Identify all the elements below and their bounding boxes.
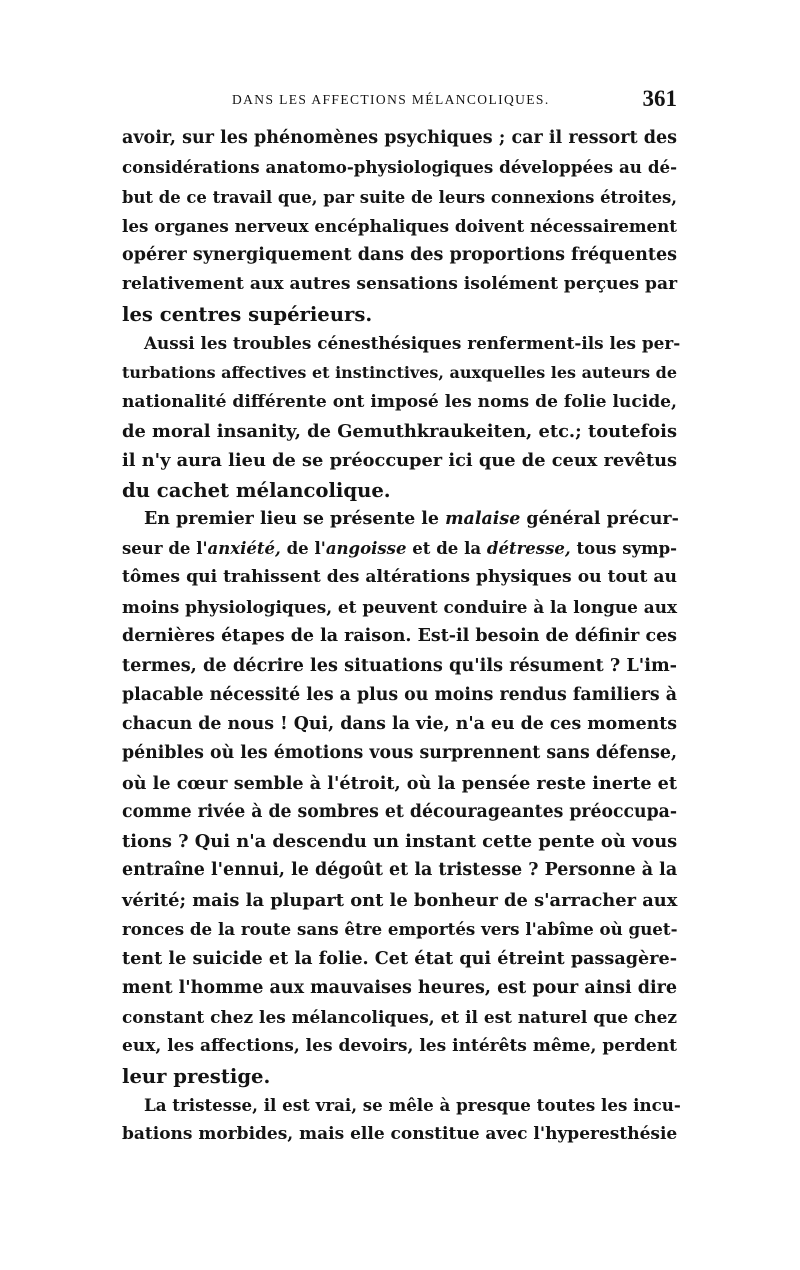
text-segment: but de ce travail que, par suite de leurs connexions étroites,: [122, 187, 677, 207]
text-segment: constant chez les mélancoliques, et il est naturel que chez: [122, 1006, 677, 1027]
text-segment: vérité; mais la plupart ont le bonheur de s'arracher aux: [122, 889, 678, 911]
text-line: [122, 769, 677, 798]
text-segment: Aussi les troubles cénesthésiques renferment-ils les per-: [144, 333, 681, 354]
text-line: [122, 212, 677, 241]
text-segment: turbations affectives et instinctives, auxquelles les auteurs de: [122, 363, 677, 383]
text-segment: les organes nerveux encéphaliques doivent nécessairement: [122, 215, 677, 236]
text-segment: tômes qui trahissent des altérations physiques ou tout au: [122, 567, 677, 588]
text-line: [122, 856, 677, 885]
text-segment: et de la: [406, 538, 487, 559]
italic-term: anxiété,: [207, 538, 281, 559]
text-line: [122, 329, 681, 358]
text-line: [122, 358, 677, 387]
text-line: [122, 476, 677, 505]
text-line: [122, 505, 677, 534]
text-line: [122, 798, 677, 827]
text-line: [122, 681, 677, 710]
text-segment: tent le suicide et la folie. Cet état qui étreint passagère-: [122, 948, 677, 970]
text-segment: En premier lieu se présente le: [144, 508, 446, 529]
text-segment: nationalité différente ont imposé les noms de folie lucide,: [122, 391, 677, 412]
text-line: [122, 153, 677, 182]
text-line: [122, 1003, 677, 1032]
italic-term: malaise: [445, 508, 521, 529]
text-segment: La tristesse, il est vrai, se mêle à presque toutes les incu-: [144, 1094, 681, 1115]
text-segment: considérations anatomo-physiologiques développées au dé-: [122, 157, 677, 178]
text-line: [122, 1032, 677, 1061]
text-segment: moins physiologiques, et peuvent conduire à la longue aux: [122, 596, 678, 617]
text-segment: eux, les affections, les devoirs, les intérêts même, perdent: [122, 1036, 677, 1057]
text-segment: général précur-: [520, 508, 679, 529]
text-segment: termes, de décrire les situations qu'ils résument ? L'im-: [122, 655, 677, 677]
text-line: [122, 1120, 677, 1149]
text-line: [122, 1091, 681, 1120]
text-line: [122, 886, 677, 915]
italic-term: angoisse: [325, 538, 407, 559]
text-segment: opérer synergiquement dans des proportions fréquentes: [122, 245, 677, 266]
text-segment: comme rivée à de sombres et décourageantes préoccupa-: [122, 801, 677, 822]
text-segment: ment l'homme aux mauvaises heures, est pour ainsi dire: [122, 977, 678, 998]
text-line: [122, 710, 677, 739]
text-line: [122, 417, 677, 446]
text-line: [122, 241, 677, 270]
page-number: 361: [642, 86, 677, 111]
text-line: [122, 446, 677, 475]
text-line: [122, 270, 677, 299]
text-line: [122, 593, 677, 622]
text-line: [122, 534, 677, 563]
text-segment: les centres supérieurs.: [122, 302, 373, 326]
text-line: [122, 827, 677, 856]
running-title: DANS LES AFFECTIONS MÉLANCOLIQUES.: [232, 92, 550, 107]
text-line: [122, 651, 677, 680]
text-segment: relativement aux autres sensations isolément perçues par: [122, 274, 678, 295]
body-text: [122, 124, 681, 1149]
text-segment: il n'y aura lieu de se préoccuper ici que de ceux revêtus: [122, 450, 677, 472]
text-segment: leur prestige.: [122, 1064, 271, 1088]
text-segment: dernières étapes de la raison. Est-il besoin de définir ces: [122, 626, 677, 647]
text-segment: ronces de la route sans être emportés vers l'abîme où guet-: [122, 919, 678, 940]
text-line: [122, 739, 677, 768]
text-segment: tous symp-: [570, 538, 678, 559]
text-segment: pénibles où les émotions vous surprennent sans défense,: [122, 743, 677, 764]
text-segment: où le cœur semble à l'étroit, où la pensée reste inerte et: [122, 772, 677, 794]
text-segment: tions ? Qui n'a descendu un instant cette pente où vous: [122, 831, 678, 853]
italic-term: détresse,: [486, 538, 571, 559]
text-line: [122, 300, 677, 329]
text-line: [122, 183, 677, 212]
text-segment: entraîne l'ennui, le dégoût et la tristesse ? Personne à la: [122, 860, 678, 881]
text-line: [122, 974, 677, 1003]
text-line: [122, 1062, 677, 1091]
text-line: [122, 124, 677, 153]
text-segment: du cachet mélancolique.: [122, 478, 391, 502]
text-segment: de l': [280, 538, 326, 559]
text-segment: chacun de nous ! Qui, dans la vie, n'a eu de ces moments: [122, 713, 677, 734]
text-segment: placable nécessité les a plus ou moins rendus familiers à: [122, 684, 677, 705]
text-segment: avoir, sur les phénomènes psychiques ; car il ressort des: [122, 128, 677, 148]
text-segment: seur de l': [122, 538, 208, 559]
text-line: [122, 622, 677, 651]
text-segment: bations morbides, mais elle constitue avec l'hyperesthésie: [122, 1124, 678, 1145]
text-line: [122, 915, 677, 944]
text-segment: de moral insanity, de Gemuthkraukeiten, etc.; toutefois: [122, 420, 677, 442]
page-header: [232, 86, 677, 114]
text-line: [122, 388, 677, 417]
text-line: [122, 944, 677, 973]
text-line: [122, 563, 677, 592]
